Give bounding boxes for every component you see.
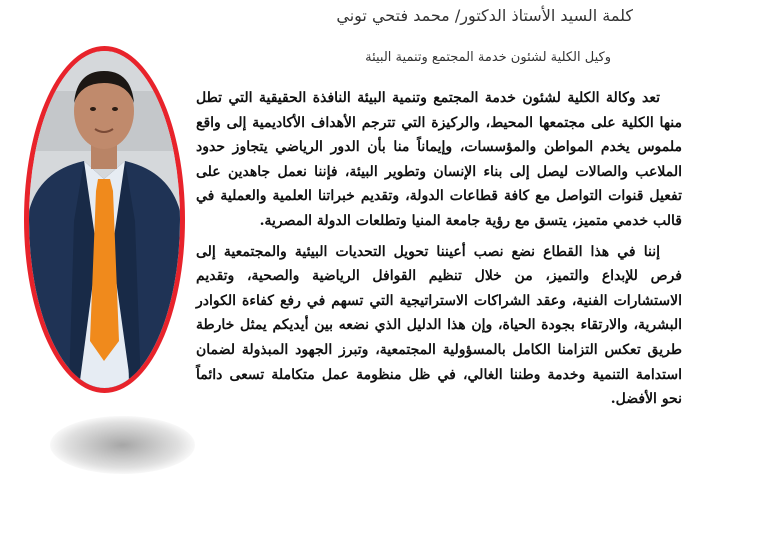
message-body — [196, 86, 682, 412]
page-subtitle: وكيل الكلية لشئون خدمة المجتمع وتنمية البيئة — [365, 50, 611, 65]
paragraph-2: إننا في هذا القطاع نضع نصب أعيننا تحويل التحديات البيئية والمجتمعية إلى فرص للإبداع والتميز، من خلال تنظيم القوافل الرياضية والصحية، وتقديم الاستشارات الفنية، وعقد الشراكات الاستراتيجية التي تسهم في رفع كفاءة الكوادر البشرية، والارتقاء بجودة الحياة، وإن هذا الدليل الذي نضعه بين أيديكم يمثل خارطة طريق تعكس التزامنا الكامل بالمسؤولية المجتمعية، وتبرز الجهود المبذولة لضمان استدامة التنمية وخدمة وطننا الغالي، في ظل منظومة عمل متكاملة تسعى دائماً نحو الأفضل. — [196, 243, 682, 408]
portrait-photo — [24, 46, 185, 393]
photo-shadow — [50, 416, 195, 474]
paragraph-1: تعد وكالة الكلية لشئون خدمة المجتمع وتنمية البيئة النافذة الحقيقية التي تطل منها الكلية على مجتمعها المحيط، والركيزة التي تترجم الأهداف الأكاديمية إلى واقع ملموس يخدم المواطن والمؤسسات، وإيماناً منا بأن الدور الرياضي يتجاوز حدود الملاعب والصالات ليصل إلى بناء الإنسان وتطوير البيئة، فإننا نعمل جاهدين على تفعيل قنوات التواصل مع كافة قطاعات الدولة، وتقديم خبراتنا العلمية والعملية في قالب خدمي متميز، يتسق مع رؤية جامعة المنيا وتطلعات الدولة المصرية. — [196, 90, 682, 229]
portrait-illustration — [29, 51, 180, 388]
page-title: كلمة السيد الأستاذ الدكتور/ محمد فتحي توني — [336, 6, 633, 25]
